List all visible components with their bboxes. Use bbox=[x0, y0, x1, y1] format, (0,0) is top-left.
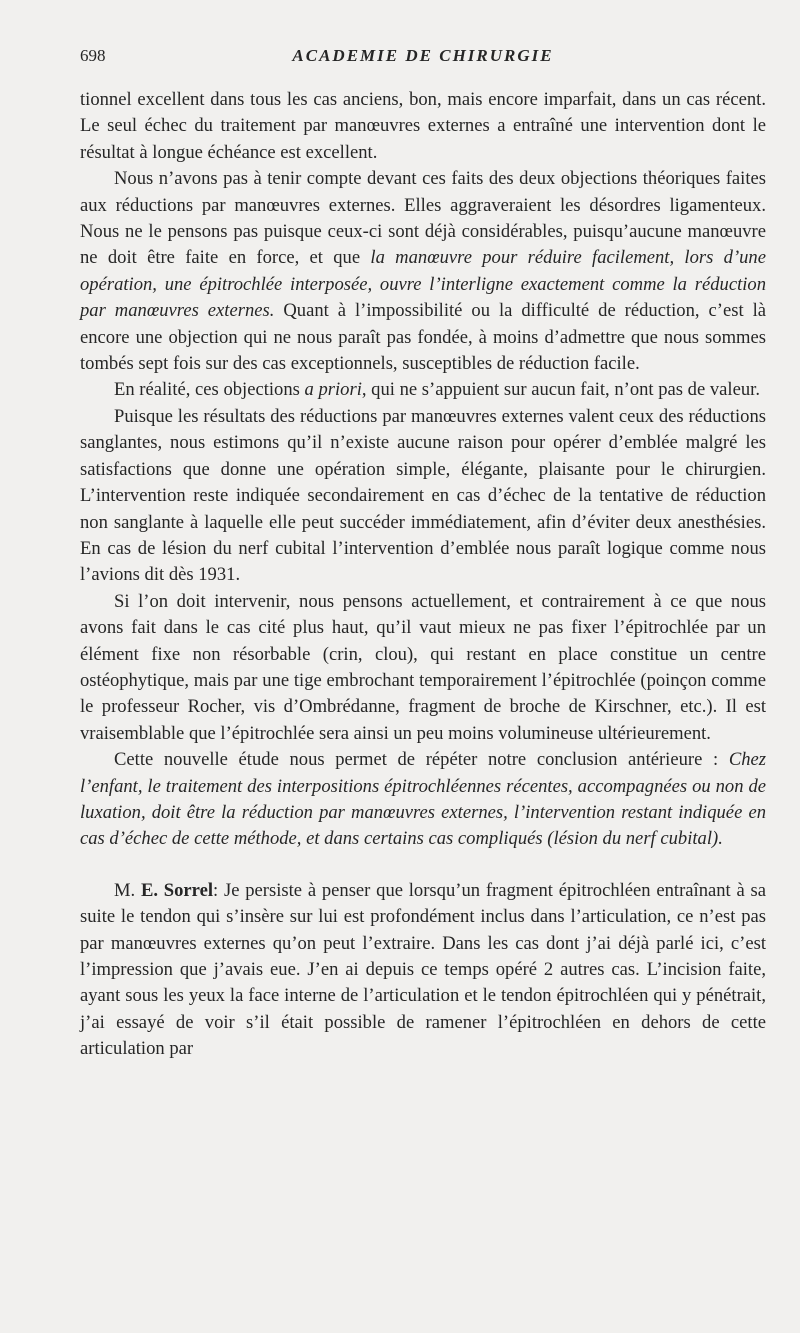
text-run: Puisque les résultats des réductions par manœuvres externes valent ceux des réductions sanglantes, nous estimons qu’il n’existe aucune raison pour opérer d’emblée malgré les satisfactions que donne une opération simple, élégante, plaisante pour le chirurgien. L’intervention reste indiquée secondairement en cas d’échec de la tentative de réduction non sanglante à laquelle elle peut succéder immédiatement, afin d’éviter deux anesthésies. En cas de lésion du nerf cubital l’intervention d’emblée nous paraît logique comme nous l’avions dit dès 1931. bbox=[80, 405, 766, 586]
page-number: 698 bbox=[80, 46, 106, 65]
article-body bbox=[80, 87, 766, 1063]
text-run: Si l’on doit intervenir, nous pensons actuellement, et contrairement à ce que nous avons fait dans le cas cité plus haut, qu’il vaut mieux ne pas fixer l’épitrochlée par un élément fixe non résorbable (crin, clou), qui restant en place constitue un centre ostéophytique, mais par une tige embrochant temporairement l’épitrochlée (poinçon comme le professeur Rocher, vis d’Ombrédanne, fragment de broche de Kirschner, etc.). Il est vraisemblable que l’épitrochlée sera ainsi un peu moins volumineuse ultérieurement. bbox=[80, 590, 766, 744]
discussion-paragraph bbox=[80, 878, 766, 1063]
text-run: Cette nouvelle étude nous permet de répéter notre conclusion antérieure : bbox=[114, 749, 729, 771]
paragraph-1 bbox=[80, 87, 766, 166]
text-run: Nous n’avons pas à tenir compte devant ces faits des deux objections théoriques faites aux réductions par manœuvres externes. Elles aggraveraient les désordres ligamenteux. Nous ne le pensons pas puisque ceux-ci sont déjà considérables, puisqu’aucune manœuvre ne doit être faite en force, et que bbox=[80, 168, 766, 269]
italic-text-run: a priori bbox=[304, 379, 362, 401]
paragraph-3 bbox=[80, 377, 766, 403]
text-run: Quant à l’impossibilité ou la difficulté de réduction, c’est là encore une objection qui ne nous paraît pas fondée, à moins d’admettre que nous sommes tombés sept fois sur des cas exceptionnels, susceptibles de réduction facile. bbox=[80, 300, 766, 375]
text-run: En réalité, ces objections bbox=[114, 379, 305, 401]
speaker-prefix: M. bbox=[114, 879, 141, 901]
text-run: tionnel excellent dans tous les cas anciens, bon, mais encore imparfait, dans un cas récent. Le seul échec du traitement par manœuvres externes a entraîné une intervention dont le résultat à longue échéance est excellent. bbox=[80, 89, 766, 163]
paragraph-6-conclusion bbox=[80, 747, 766, 853]
paragraph-2 bbox=[80, 166, 766, 377]
text-run: , qui ne s’appuient sur aucun fait, n’ont pas de valeur. bbox=[361, 379, 760, 401]
journal-title: ACADEMIE DE CHIRURGIE bbox=[292, 46, 554, 65]
italic-text-run: Chez l’enfant, le traitement des interpositions épitrochléennes récentes, accompagnées ou non de luxation, doit être la réduction par manœuvres externes, l’intervention restant indiquée en cas d’échec de cette méthode, et dans certains cas compliqués (lésion du nerf cubital). bbox=[80, 749, 766, 850]
speaker-separator: : bbox=[213, 879, 224, 901]
italic-text-run: la manœuvre pour réduire facilement, lors d’une opération, une épitrochlée interposée, ouvre l’interligne exactement comme la réduction par manœuvres externes. bbox=[80, 247, 766, 322]
discussion-text: Je persiste à penser que lorsqu’un fragment épitrochléen entraînant à sa suite le tendon qui s’insère sur lui est profondément inclus dans l’articulation, ce n’est pas par manœuvres externes qu’on peut l’extraire. Dans les cas dont j’ai déjà parlé ici, c’est l’impression que j’avais eue. J’en ai depuis ce temps opéré 2 autres cas. L’incision faite, ayant sous les yeux la face interne de l’articulation et le tendon épitrochléen qui y pénétrait, j’ai essayé de voir s’il était possible de ramener l’épitrochléen en dehors de cette articulation par bbox=[80, 879, 766, 1060]
speaker-name: E. Sorrel bbox=[140, 879, 214, 901]
running-head bbox=[80, 46, 766, 70]
paragraph-5 bbox=[80, 589, 766, 747]
paragraph-4 bbox=[80, 404, 766, 589]
